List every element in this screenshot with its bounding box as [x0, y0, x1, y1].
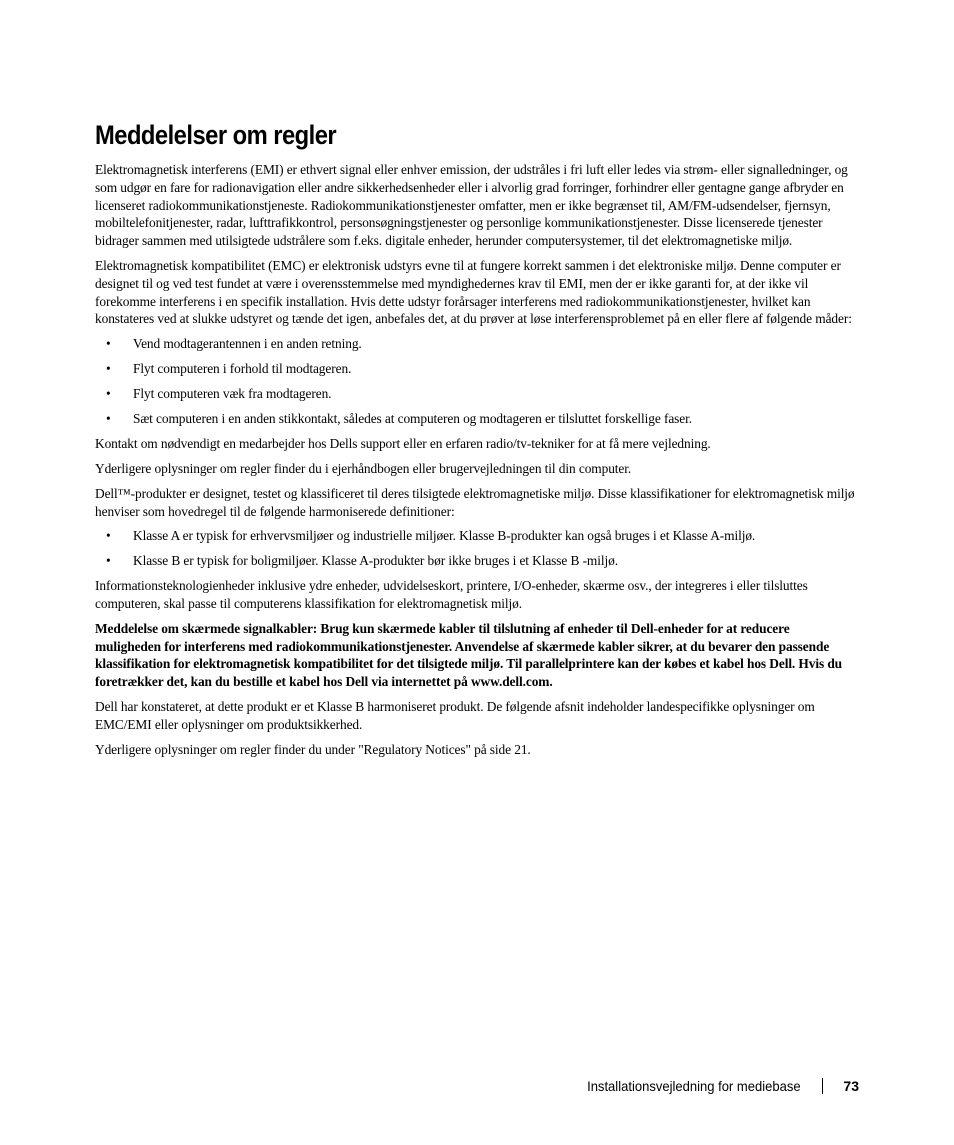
list-item-text: Sæt computeren i en anden stikkontakt, således at computeren og modtageren er tilsluttet forskellige faser.: [133, 411, 692, 427]
footer-divider: [822, 1078, 823, 1094]
page-title: Meddelelser om regler: [95, 120, 337, 150]
bullet-icon: •: [106, 336, 111, 352]
list-item: [95, 360, 857, 378]
list-item-text: Flyt computeren væk fra modtageren.: [133, 386, 332, 402]
classes-list: [95, 527, 857, 570]
paragraph-emc-definition: Elektromagnetisk kompatibilitet (EMC) er elektronisk udstyrs evne til at fungere korrekt sammen i det elektroniske miljø. Denne computer er designet til og ved test fundet at være i overensstemmelse med myndighedernes krav til EMI, men der er ikke garanti for, at der ikke vil forekomme interferens i en specifik installation. Hvis dette udstyr forårsager interferens med radiokommunikationstjenester, hvilket kan konstateres ved at slukke udstyret og tænde det igen, anbefales det, at du prøver at løse interferensproblemet på en eller flere af følgende måder:: [95, 257, 852, 327]
remedies-list: [95, 335, 857, 428]
list-item-text: Vend modtagerantennen i en anden retning.: [133, 336, 362, 352]
bullet-icon: •: [106, 553, 111, 569]
bullet-icon: •: [106, 386, 111, 402]
page-footer: [571, 1077, 859, 1095]
page-number: 73: [843, 1078, 859, 1094]
list-item-text: Klasse B er typisk for boligmiljøer. Klasse A-produkter bør ikke bruges i et Klasse B -miljø.: [133, 553, 618, 569]
paragraph-it-equipment: Informationsteknologienheder inklusive ydre enheder, udvidelseskort, printere, I/O-enheder, skærme osv., der integreres i eller tilsluttes computeren, skal passe til computerens klassifikation for elektromagnetisk miljø.: [95, 578, 808, 612]
paragraph-class-b: Dell har konstateret, at dette produkt er et Klasse B harmoniseret produkt. De følgende afsnit indeholder landespecifikke oplysninger om EMC/EMI eller oplysninger om produktsikkerhed.: [95, 699, 815, 732]
list-item: [95, 335, 857, 353]
bullet-icon: •: [106, 411, 111, 427]
list-item: [95, 385, 857, 403]
paragraph-more-info-manual: Yderligere oplysninger om regler finder du i ejerhåndbogen eller brugervejledningen til din computer.: [95, 460, 632, 476]
list-item: [95, 527, 857, 545]
list-item-text: Flyt computeren i forhold til modtageren.: [133, 361, 352, 377]
bullet-icon: •: [106, 528, 111, 544]
paragraph-dell-products: Dell™-produkter er designet, testet og klassificeret til deres tilsigtede elektromagnetiske miljø. Disse klassifikationer for elektromagnetisk miljø henviser som hovedregel til de følgende harmoniserede definitioner:: [95, 485, 855, 519]
paragraph-contact: Kontakt om nødvendigt en medarbejder hos Dells support eller en erfaren radio/tv-tekniker for at få mere vejledning.: [95, 436, 711, 452]
document-body: [95, 161, 857, 765]
bullet-icon: •: [106, 361, 111, 377]
list-item-text: Klasse A er typisk for erhvervsmiljøer og industrielle miljøer. Klasse B-produkter kan også bruges i et Klasse A-miljø.: [133, 528, 756, 544]
paragraph-emi-definition: Elektromagnetisk interferens (EMI) er ethvert signal eller enhver emission, der udstråles i fri luft eller ledes via strøm- eller signalledninger, og som udgør en fare for radionavigation eller andre sikkerhedsenheder eller i alvorlig grad forringer, forhindrer eller gentagne gange afbryder en licenseret radiokommunikationstjeneste. Radiokommunikationstjenester omfatter, men er ikke begrænset til, AM/FM-udsendelser, fjernsyn, mobiltelefonitjenester, radar, lufttrafikkontrol, personsøgningstjenester og personlige kommunikationstjenester. Disse licenserede tjenester bidrager sammen med utilsigtede udstrålere som f.eks. digitale enheder, herunder computersystemer, til det elektromagnetiske miljø.: [95, 162, 848, 249]
list-item: [95, 552, 857, 570]
paragraph-more-info-page: Yderligere oplysninger om regler finder du under "Regulatory Notices" på side 21.: [95, 741, 531, 757]
paragraph-shielded-cables-notice: Meddelelse om skærmede signalkabler: Brug kun skærmede kabler til tilslutning af enheder til Dell-enheder for at reducere muligheden for interferens med radiokommunikationstjenester. Anvendelse af skærmede kabler sikrer, at du bevarer den passende klassifikation for elektromagnetisk kompatibilitet for det tilsigtede miljø. Til parallelprintere kan der købes et kabel hos Dell. Hvis du foretrækker det, kan du bestille et kabel hos Dell via internettet på www.dell.com.: [95, 620, 843, 690]
footer-title: Installationsvejledning for mediebase: [586, 1078, 801, 1094]
list-item: [95, 410, 857, 428]
